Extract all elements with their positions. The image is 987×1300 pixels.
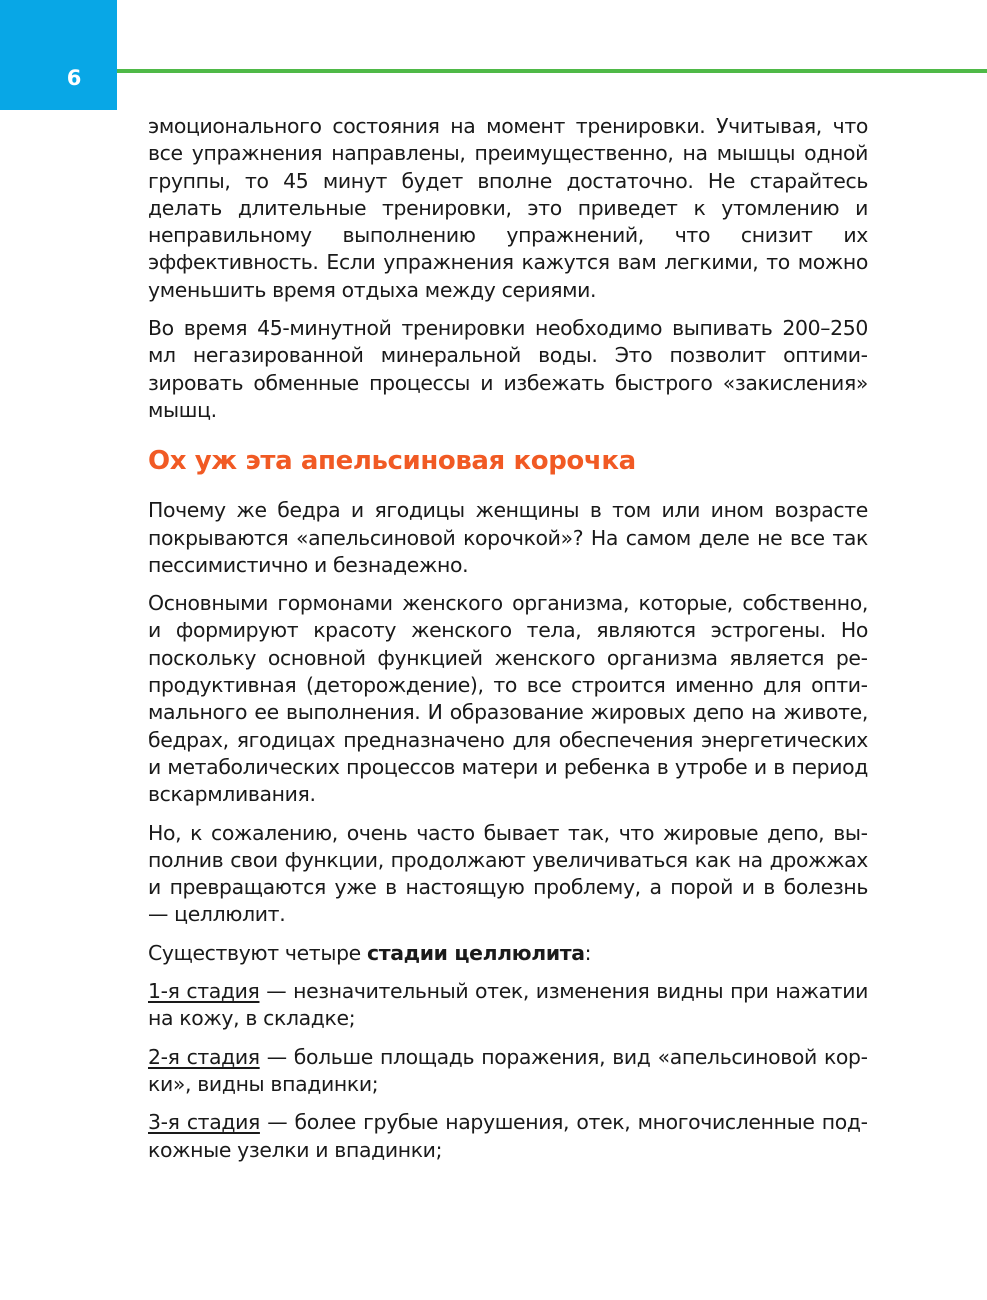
- section-heading: Ох уж эта апельсиновая корочка: [148, 446, 636, 477]
- header-rule: [117, 69, 987, 73]
- stage-item-2: [148, 1044, 868, 1099]
- stage-text-1: — незначительный отек, изменения видны при нажатии на кожу, в складке;: [148, 979, 868, 1031]
- paragraph-1: эмоционального состояния на момент тренировки. Учитывая, что все упражнения направлены, преимущественно, на мышцы одной группы, то 45 минут будет вполне достаточно. Не старайтесь делать длительные тренировки, это приведет к утомлению и неправильному выполнению упражнений, что снизит их эффективность. Если упражнения кажутся вам легкими, то можно уменьшить время отдыха между сериями.: [148, 114, 868, 302]
- stage-label-1: 1-я стадия: [148, 979, 260, 1004]
- paragraph-3: Почему же бедра и ягодицы женщины в том или ином возрасте покрываются «апельсиновой корочкой»? На самом деле не все так пессимистично и безнадежно.: [148, 498, 868, 577]
- stage-text-3: — более грубые нарушения, отек, многочисленные подкожные узелки и впадинки;: [148, 1110, 868, 1162]
- stage-item-3: [148, 1109, 868, 1164]
- stages-intro: [148, 940, 868, 967]
- paragraph-2: Во время 45-минутной тренировки необходимо выпивать 200–250 мл негазированной минеральной воды. Это позволит оптимизировать обменные процессы и избежать быстрого «закисления» мышц.: [148, 316, 868, 422]
- stages-intro-suffix: :: [584, 940, 592, 965]
- stages-intro-bold: стадии целлюлита: [367, 940, 585, 965]
- stages-intro-prefix: Существуют четыре: [148, 940, 367, 965]
- paragraph-5: Но, к сожалению, очень часто бывает так, что жировые депо, выполнив свои функции, продолжают увеличиваться как на дрожжах и превращаются уже в настоящую проблему, а порой и в болезнь — целлюлит.: [148, 820, 868, 927]
- page-number-box: [0, 0, 117, 110]
- page-number: 6: [66, 66, 82, 90]
- stage-text-2: — больше площадь поражения, вид «апельсиновой корки», видны впадинки;: [148, 1044, 868, 1096]
- stage-label-3: 3-я стадия: [148, 1110, 260, 1135]
- stage-item-1: [148, 978, 868, 1033]
- stage-label-2: 2-я стадия: [148, 1044, 260, 1069]
- paragraph-4: Основными гормонами женского организма, которые, собственно, и формируют красоту женского тела, являются эстрогены. Но поскольку основной функцией женского организма является репродуктивная (деторождение), то все строится именно для оптимального ее выполнения. И образование жировых депо на животе, бедрах, ягодицах предназначено для обеспечения энергетических и метаболических процессов матери и ребенка в утробе и в период вскармливания.: [148, 591, 868, 807]
- page-body: [148, 113, 868, 1175]
